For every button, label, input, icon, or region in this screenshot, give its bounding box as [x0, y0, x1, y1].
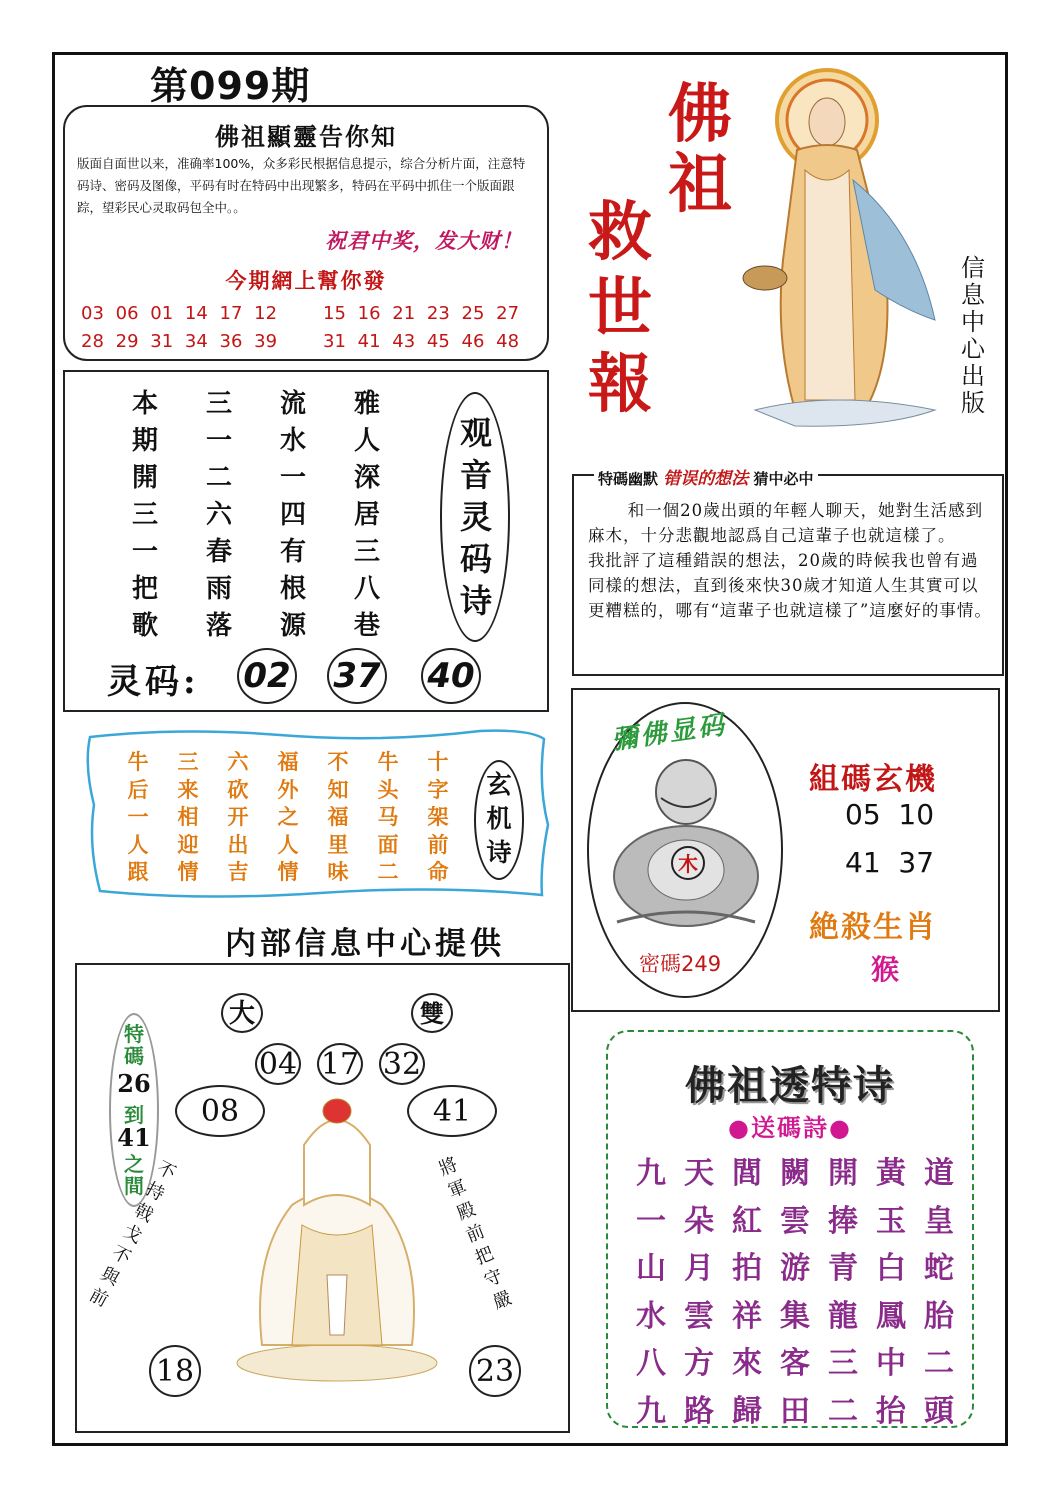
guanyin-box	[75, 963, 570, 1433]
double-label: 雙	[411, 993, 453, 1033]
tema-until: 41	[117, 1123, 151, 1152]
bottom-left-number: 18	[149, 1345, 201, 1397]
poem-column: 雅人深居三八巷	[353, 389, 380, 641]
xuanji-column: 十字架前命	[427, 749, 449, 884]
zuma-title: 組碼玄機	[809, 762, 937, 797]
numbers-left-row2: 28 29 31 34 36 39	[81, 331, 278, 352]
top-number: 04	[255, 1043, 301, 1085]
issue-number: 第099期	[150, 64, 311, 108]
joke-header	[594, 464, 818, 489]
tesi-title: 佛祖透特诗	[685, 1062, 895, 1109]
left-oval-number: 08	[175, 1085, 265, 1137]
guanyin-figure	[232, 1095, 442, 1385]
numbers-right-row1: 15 16 21 23 25 27	[323, 303, 520, 324]
top-number: 17	[317, 1043, 363, 1085]
right-oval-number: 41	[407, 1085, 497, 1137]
xuanji-column: 牛头马面二	[377, 749, 399, 884]
tema-to: 到	[124, 1103, 144, 1127]
intro-box	[63, 105, 549, 361]
joke-box	[572, 469, 1004, 676]
lingma-label: 灵码:	[107, 662, 200, 702]
provider-text: 内部信息中心提供	[225, 926, 505, 962]
big-label: 大	[221, 993, 263, 1033]
bottom-right-number: 23	[469, 1345, 521, 1397]
joke-paragraph: 我批評了這種錯誤的想法，20歲的時候我也曾有過同樣的想法，直到後來快30歲才知道人生其實可以更糟糕的，哪有“這輩子也就這樣了”這麼好的事情。	[588, 551, 992, 620]
jue-title: 絶殺生肖	[809, 910, 937, 945]
wish-text: 祝君中奖，发大财！	[325, 228, 523, 253]
wood-badge: 木	[671, 846, 705, 880]
zuma-row: 05 10	[845, 798, 935, 831]
poem-column: 流水一四有根源	[279, 389, 306, 641]
lingma-number: 40	[421, 648, 481, 704]
tesi-column: 閭紅拍祥來歸	[732, 1156, 762, 1429]
xuanji-label: 玄机诗	[486, 770, 512, 867]
left-verse: 不持戟戈不與前	[85, 1157, 180, 1312]
laughing-buddha-figure	[603, 752, 769, 932]
publisher-vertical: 信息中心出版	[961, 254, 985, 417]
masthead-line1: 佛祖	[668, 77, 732, 222]
lingma-number: 37	[327, 648, 387, 704]
tesi-box	[606, 1030, 974, 1428]
numbers-right-row2: 31 41 43 45 46 48	[323, 331, 520, 352]
tesi-column: 天朵月雲方路	[684, 1156, 714, 1429]
tesi-column: 開捧青龍三二	[828, 1156, 858, 1429]
right-verse: 將軍殿前把守嚴	[436, 1154, 515, 1314]
top-number: 32	[379, 1043, 425, 1085]
joke-text	[588, 498, 992, 623]
joke-header-b: 错误的想法	[663, 469, 749, 489]
tesi-column: 道皇蛇胎二頭	[924, 1156, 954, 1429]
masthead-line2: 救世報	[588, 195, 652, 422]
tema-from: 26	[117, 1069, 151, 1098]
zuma-row: 41 37	[845, 846, 935, 879]
joke-paragraph: 和一個20歲出頭的年輕人聊天，她對生活感到麻木，十分悲觀地認爲自己這輩子也就這樣了。	[588, 501, 984, 545]
joke-header-a: 特碼幽默	[598, 470, 659, 488]
poem-label: 观音灵码诗	[459, 414, 492, 620]
buddha-code-box	[571, 688, 1000, 1012]
xuanji-column: 六砍开出吉	[227, 749, 249, 884]
buddha-figure	[735, 60, 950, 430]
guanyin-poem-box	[63, 370, 549, 712]
tesi-subtitle: ●送碼詩●	[728, 1113, 852, 1142]
joke-header-c: 猜中必中	[753, 470, 814, 488]
intro-body: 版面自面世以来，准确率100%，众多彩民根据信息提示，综合分析片面，注意特码诗、密码及图像，平码有时在特码中出现繁多，特码在平码中抓住一个版面跟踪，望彩民心灵取码包全中。。	[77, 156, 526, 215]
xuanji-column: 不知福里味	[327, 749, 349, 884]
numbers-left-row1: 03 06 01 14 17 12	[81, 303, 278, 324]
tesi-column: 九一山水八九	[636, 1156, 666, 1429]
xuanji-column: 牛后一人跟	[127, 749, 149, 884]
intro-title: 佛祖顯靈告你知	[215, 122, 397, 151]
lingma-number: 02	[237, 648, 297, 704]
tesi-column: 黃玉白鳳中抬	[876, 1156, 906, 1429]
tema-between: 之間	[124, 1152, 144, 1198]
mima-text: 密碼249	[639, 952, 722, 976]
buddha-arc-title: 彌佛显码	[609, 710, 729, 756]
help-title: 今期網上幫你發	[225, 268, 387, 293]
xuanji-column: 三来相迎情	[177, 749, 199, 884]
tema-head: 特碼	[124, 1022, 144, 1068]
jue-value: 猴	[871, 953, 900, 986]
xuanji-column: 福外之人情	[277, 749, 299, 884]
tesi-column: 闕雲游集客田	[780, 1156, 810, 1429]
poem-column: 本期開三一把歌	[131, 389, 158, 641]
poem-column: 三一二六春雨落	[205, 389, 232, 641]
